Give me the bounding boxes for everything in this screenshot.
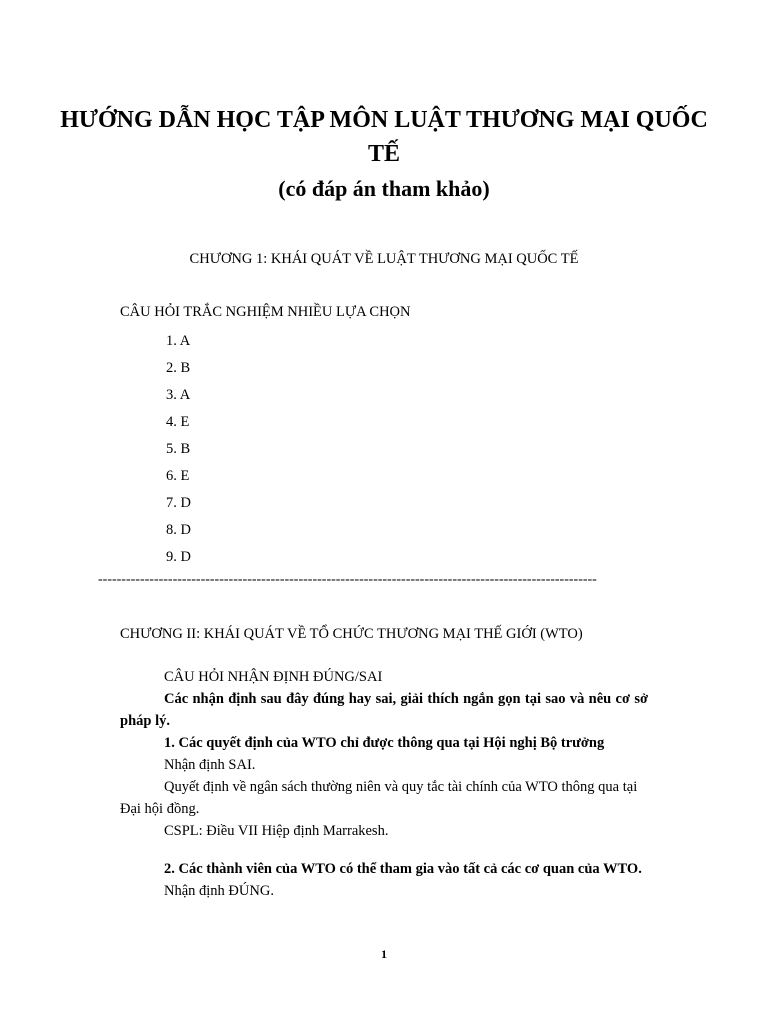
answer-list bbox=[166, 328, 191, 571]
answer-item: 8. D bbox=[166, 522, 191, 538]
instruction-text: Các nhận định sau đây đúng hay sai, giải thích ngắn gọn tại sao và nêu cơ sở pháp lý. bbox=[120, 691, 648, 729]
answer-item: 6. E bbox=[166, 468, 190, 484]
dashed-divider: ----------------------------------------------------------------------------------------------------------- bbox=[98, 572, 597, 587]
answer-item: 7. D bbox=[166, 495, 191, 511]
question-1-legal-basis: CSPL: Điều VII Hiệp định Marrakesh. bbox=[164, 823, 389, 839]
question-2: 2. Các thành viên của WTO có thể tham gia vào tất cả các cơ quan của WTO. bbox=[164, 861, 642, 877]
answer-item: 9. D bbox=[166, 549, 191, 565]
question-2-verdict: Nhận định ĐÚNG. bbox=[164, 883, 274, 899]
answer-item: 1. A bbox=[166, 333, 191, 349]
chapter-2-heading: CHƯƠNG II: KHÁI QUÁT VỀ TỔ CHỨC THƯƠNG MẠI THẾ GIỚI (WTO) bbox=[120, 626, 583, 642]
question-1: 1. Các quyết định của WTO chỉ được thông qua tại Hội nghị Bộ trưởng bbox=[164, 735, 605, 751]
true-false-section-heading: CÂU HỎI NHẬN ĐỊNH ĐÚNG/SAI bbox=[164, 669, 383, 685]
document-subtitle: (có đáp án tham khảo) bbox=[278, 176, 490, 201]
answer-item: 2. B bbox=[166, 360, 191, 376]
document-title: HƯỚNG DẪN HỌC TẬP MÔN LUẬT THƯƠNG MẠI QUỐC TẾ bbox=[60, 107, 708, 167]
chapter-1-heading: CHƯƠNG 1: KHÁI QUÁT VỀ LUẬT THƯƠNG MẠI QUỐC TẾ bbox=[189, 251, 579, 267]
answer-item: 3. A bbox=[166, 387, 191, 403]
mcq-section-heading: CÂU HỎI TRẮC NGHIỆM NHIỀU LỰA CHỌN bbox=[120, 304, 411, 320]
question-1-verdict: Nhận định SAI. bbox=[164, 757, 256, 773]
answer-item: 4. E bbox=[166, 414, 190, 430]
answer-item: 5. B bbox=[166, 441, 191, 457]
question-1-explanation: Quyết định về ngân sách thường niên và quy tắc tài chính của WTO thông qua tại Đại hội đồng. bbox=[120, 779, 638, 817]
chapter-2-body bbox=[120, 666, 648, 902]
page-number: 1 bbox=[381, 947, 387, 961]
